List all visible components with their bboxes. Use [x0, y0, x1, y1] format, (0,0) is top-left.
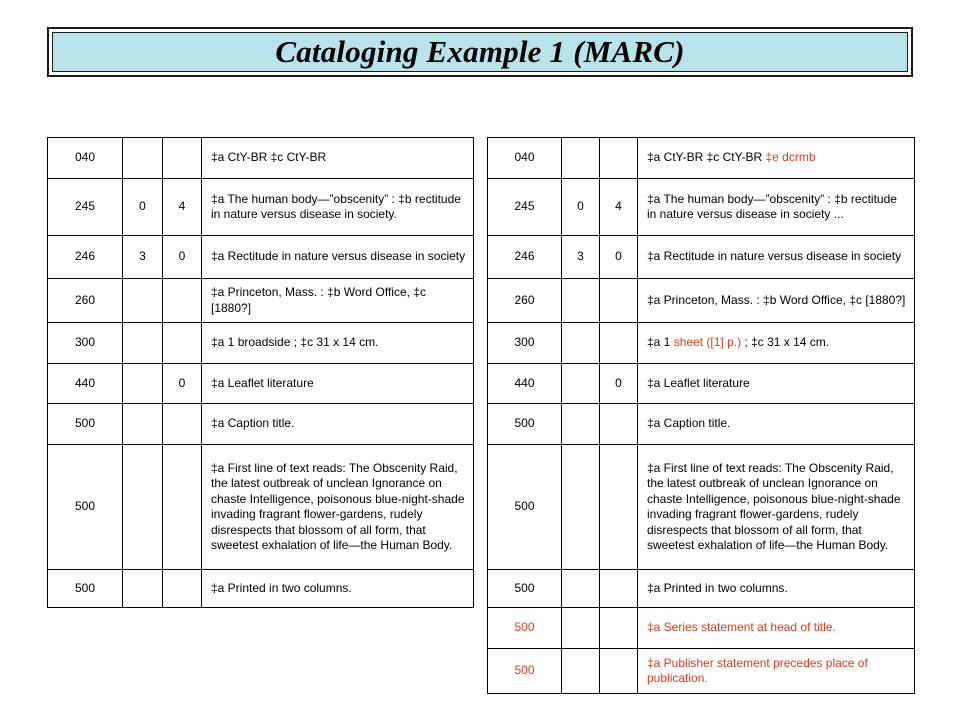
indicator1-cell [123, 279, 163, 323]
tag-cell: 040 [488, 138, 562, 179]
field-content-cell: ‡a Caption title. [202, 404, 474, 445]
table-row [488, 570, 915, 608]
field-content-cell [638, 445, 915, 570]
tag-cell: 440 [48, 364, 123, 404]
indicator2-cell: 4 [600, 179, 638, 236]
marc-record-original-body [48, 138, 474, 608]
table-row [488, 323, 915, 364]
indicator1-cell [562, 445, 600, 570]
field-content-text: ‡a The human body—”obscenity” : ‡b rectitude in nature versus disease in society ... [647, 191, 897, 221]
field-content-cell [638, 179, 915, 236]
indicator1-cell: 0 [123, 179, 163, 236]
field-content-cell: ‡a Rectitude in nature versus disease in society [202, 236, 474, 279]
tag-cell: 246 [48, 236, 123, 279]
indicator1-cell [562, 649, 600, 694]
tag-cell: 500 [488, 608, 562, 649]
added-extent-text: sheet ([1] p.) [673, 335, 742, 350]
table-row [488, 404, 915, 445]
indicator2-cell [600, 279, 638, 323]
indicator2-cell [163, 404, 202, 445]
tag-cell: 260 [48, 279, 123, 323]
field-content-cell [638, 649, 915, 694]
field-content-text: ‡a Leaflet literature [647, 375, 750, 390]
tag-cell: 245 [48, 179, 123, 236]
indicator2-cell [163, 138, 202, 179]
table-row [48, 404, 474, 445]
indicator2-cell [600, 649, 638, 694]
indicator2-cell [600, 323, 638, 364]
indicator1-cell [562, 323, 600, 364]
table-row [488, 649, 915, 694]
indicator1-cell [562, 279, 600, 323]
added-subfield-text: ‡e dcrmb [765, 150, 816, 165]
added-field-text: ‡a Publisher statement precedes place of publication. [647, 655, 868, 685]
indicator2-cell: 0 [163, 236, 202, 279]
tag-cell: 300 [48, 323, 123, 364]
field-content-cell [638, 608, 915, 649]
table-row [48, 570, 474, 608]
table-row [488, 279, 915, 323]
field-content-text: ‡a 1 [647, 335, 674, 350]
field-content-text: ; ‡c 31 x 14 cm. [741, 335, 830, 350]
indicator1-cell [123, 445, 163, 570]
indicator2-cell [163, 570, 202, 608]
tag-cell: 440 [488, 364, 562, 404]
indicator1-cell: 3 [123, 236, 163, 279]
indicator2-cell [600, 570, 638, 608]
tag-cell: 500 [48, 570, 123, 608]
tag-cell: 300 [488, 323, 562, 364]
field-content-cell [638, 570, 915, 608]
tag-cell: 500 [48, 404, 123, 445]
indicator1-cell [123, 323, 163, 364]
tag-cell: 260 [488, 279, 562, 323]
field-content-cell [638, 404, 915, 445]
marc-record-revised-body [488, 138, 915, 694]
tag-cell: 246 [488, 236, 562, 279]
added-field-text: ‡a Series statement at head of title. [647, 620, 836, 635]
table-row [488, 608, 915, 649]
indicator2-cell: 4 [163, 179, 202, 236]
field-content-cell [638, 138, 915, 179]
tag-cell: 500 [488, 570, 562, 608]
indicator1-cell [562, 570, 600, 608]
indicator2-cell [163, 445, 202, 570]
indicator2-cell: 0 [600, 236, 638, 279]
field-content-text: ‡a CtY-BR ‡c CtY-BR [647, 150, 766, 165]
table-row [488, 138, 915, 179]
indicator1-cell [123, 570, 163, 608]
indicator1-cell [562, 404, 600, 445]
tag-cell: 245 [488, 179, 562, 236]
table-row [48, 279, 474, 323]
indicator2-cell [600, 404, 638, 445]
field-content-text: ‡a First line of text reads: The Obscenity Raid, the latest outbreak of unclean Ignorance on chaste Intelligence, poisonous blue-night-shade invading fragrant flower-gardens, rudely disrespects that blossom of all form, that sweetest exhalation of life—the Human Body. [647, 460, 901, 552]
indicator2-cell [600, 138, 638, 179]
table-row [488, 236, 915, 279]
tag-cell: 040 [48, 138, 123, 179]
tag-cell: 500 [48, 445, 123, 570]
tag-cell: 500 [488, 404, 562, 445]
table-row [48, 323, 474, 364]
indicator2-cell [163, 323, 202, 364]
field-content-text: ‡a Printed in two columns. [647, 580, 788, 595]
indicator2-cell: 0 [600, 364, 638, 404]
tag-cell: 500 [488, 649, 562, 694]
indicator1-cell [562, 138, 600, 179]
table-row [488, 364, 915, 404]
field-content-cell: ‡a Printed in two columns. [202, 570, 474, 608]
marc-record-original [47, 137, 474, 608]
indicator2-cell [163, 279, 202, 323]
table-row [48, 138, 474, 179]
table-row [48, 179, 474, 236]
indicator1-cell [123, 138, 163, 179]
indicator1-cell [123, 364, 163, 404]
field-content-text: ‡a Rectitude in nature versus disease in society [647, 249, 902, 264]
field-content-cell: ‡a Leaflet literature [202, 364, 474, 404]
field-content-text: ‡a Caption title. [647, 416, 731, 431]
table-row [48, 445, 474, 570]
marc-record-revised [487, 137, 915, 694]
field-content-cell: ‡a First line of text reads: The Obscenity Raid, the latest outbreak of unclean Ignorance on chaste Intelligence, poisonous blue-night-shade invading fragrant flower-gardens, rudely disrespects that blossom of all form, that sweetest exhalation of life—the Human Body. [202, 445, 474, 570]
table-row [48, 236, 474, 279]
title-banner-inner [52, 32, 908, 72]
tag-cell: 500 [488, 445, 562, 570]
indicator2-cell: 0 [163, 364, 202, 404]
field-content-cell: ‡a The human body—”obscenity” : ‡b rectitude in nature versus disease in society. [202, 179, 474, 236]
indicator1-cell [562, 364, 600, 404]
field-content-cell [638, 279, 915, 323]
indicator1-cell: 3 [562, 236, 600, 279]
table-row [488, 445, 915, 570]
title-banner [47, 27, 913, 77]
page-title: Cataloging Example 1 (MARC) [275, 34, 685, 69]
indicator2-cell [600, 608, 638, 649]
table-row [48, 364, 474, 404]
indicator1-cell [123, 404, 163, 445]
table-row [488, 179, 915, 236]
field-content-cell [638, 236, 915, 279]
indicator1-cell [562, 608, 600, 649]
field-content-text: ‡a Princeton, Mass. : ‡b Word Office, ‡c [1880?] [647, 292, 906, 307]
field-content-cell [638, 323, 915, 364]
field-content-cell: ‡a CtY-BR ‡c CtY-BR [202, 138, 474, 179]
field-content-cell: ‡a 1 broadside ; ‡c 31 x 14 cm. [202, 323, 474, 364]
indicator1-cell: 0 [562, 179, 600, 236]
indicator2-cell [600, 445, 638, 570]
field-content-cell [638, 364, 915, 404]
field-content-cell: ‡a Princeton, Mass. : ‡b Word Office, ‡c [1880?] [202, 279, 474, 323]
